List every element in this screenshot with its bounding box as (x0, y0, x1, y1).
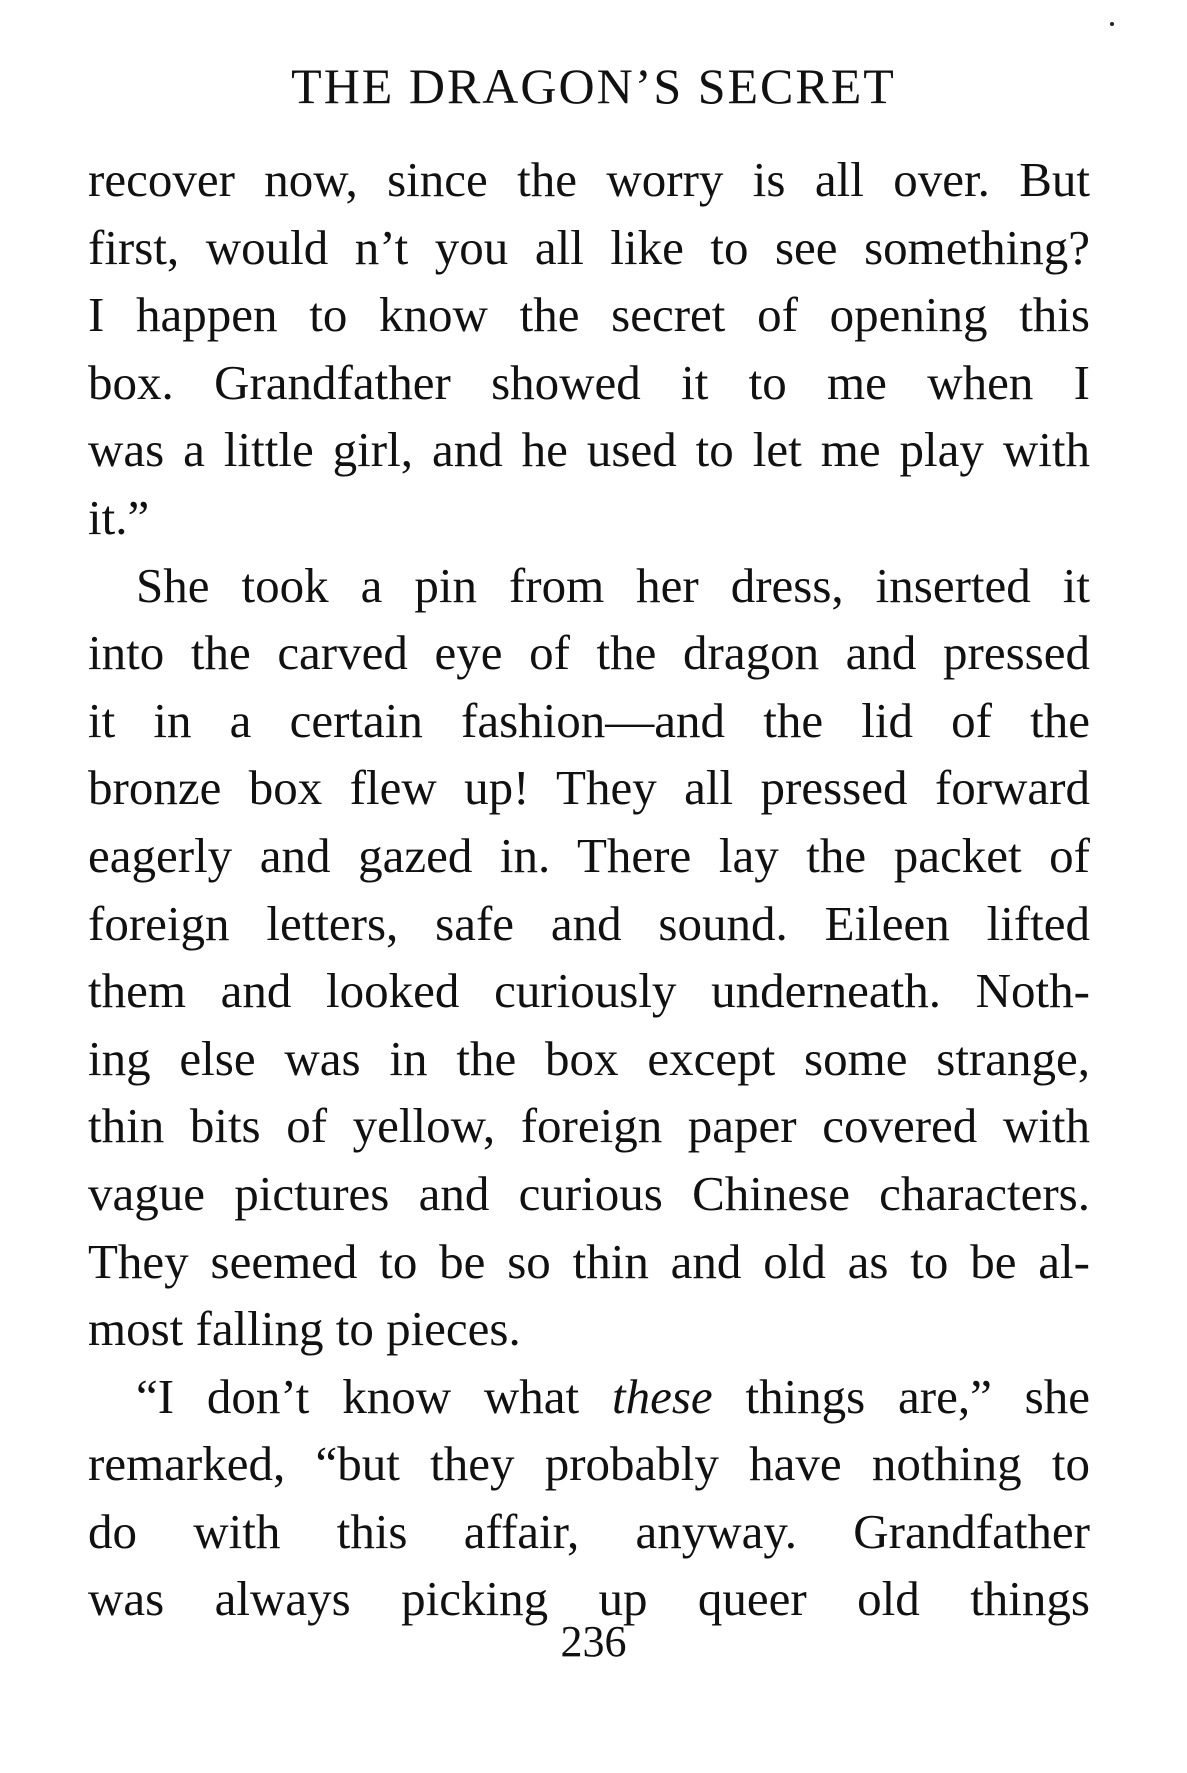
text-line: foreign letters, safe and sound. Eileen lifted (88, 895, 1090, 951)
text-line: thin bits of yellow, foreign paper covered with (88, 1098, 1090, 1154)
text-line: ing else was in the box except some strange, (88, 1030, 1090, 1086)
text-run: “I don’t know what (136, 1368, 612, 1424)
text-line: do with this affair, anyway. Grandfather (88, 1503, 1090, 1559)
text-run: things are,” she (712, 1368, 1090, 1424)
text-line: was a little girl, and he used to let me play with (88, 422, 1090, 478)
print-speck (1110, 22, 1114, 26)
page-body-text (88, 146, 1090, 1633)
text-line: into the carved eye of the dragon and pressed (88, 625, 1090, 681)
text-line: She took a pin from her dress, inserted it (136, 557, 1090, 613)
text-line: bronze box flew up! They all pressed forward (88, 760, 1090, 816)
text-line: box. Grandfather showed it to me when I (88, 354, 1090, 410)
text-line: was always picking up queer old things (88, 1571, 1090, 1627)
text-line: I happen to know the secret of opening this (88, 287, 1090, 343)
italic-word: these (611, 1368, 713, 1424)
text-line: most falling to pieces. (88, 1301, 521, 1357)
text-line: recover now, since the worry is all over. But (88, 152, 1090, 207)
text-line: They seemed to be so thin and old as to be al- (88, 1233, 1090, 1289)
text-line-with-italic (88, 1363, 1090, 1431)
text-line: eagerly and gazed in. There lay the packet of (88, 827, 1090, 883)
text-line: vague pictures and curious Chinese characters. (88, 1165, 1090, 1221)
text-line: it in a certain fashion—and the lid of the (88, 692, 1090, 748)
text-line: remarked, “but they probably have nothing to (88, 1436, 1090, 1492)
running-title: THE DRAGON’S SECRET (291, 58, 896, 114)
text-line: first, would n’t you all like to see something? (88, 219, 1090, 275)
text-line: it.” (88, 489, 150, 545)
page-number: 236 (560, 1617, 627, 1666)
text-line: them and looked curiously underneath. Noth- (88, 963, 1090, 1019)
